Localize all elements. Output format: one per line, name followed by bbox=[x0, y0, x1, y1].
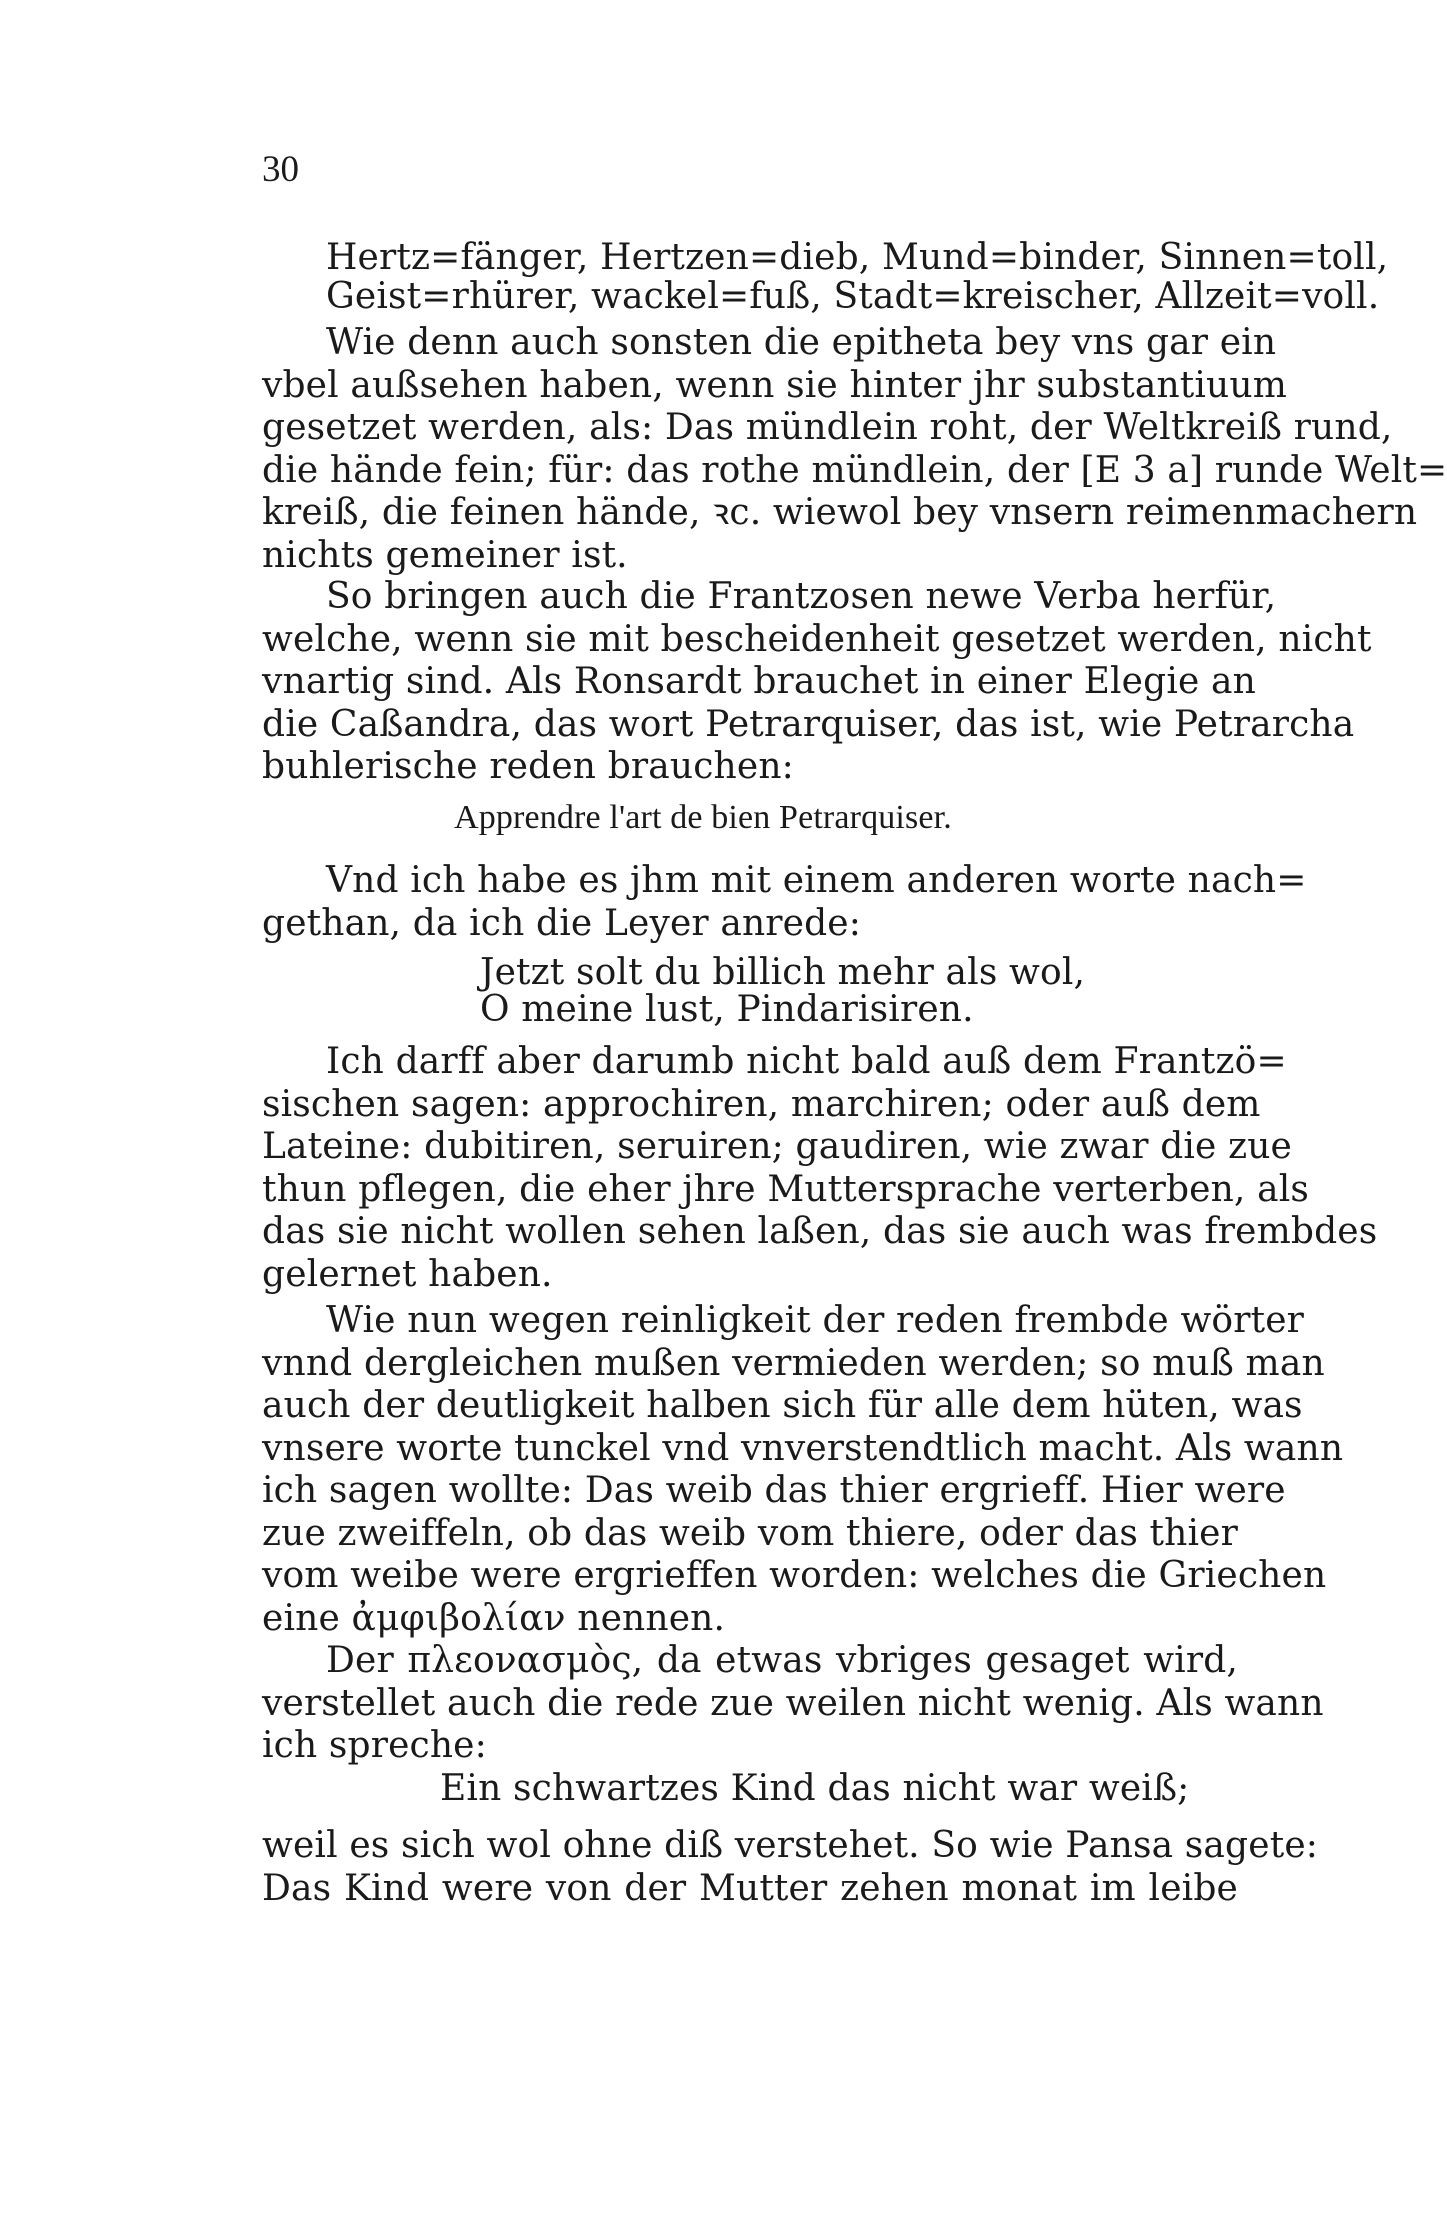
paragraph-6 bbox=[262, 1640, 1324, 1768]
text-line: Ein schwartzes Kind das nicht war weiß; bbox=[440, 1768, 1190, 1809]
text-line: vnsere worte tunckel vnd vnverstendtlich macht. Als wann bbox=[262, 1427, 1344, 1469]
text-line: auch der deutligkeit halben sich für alle dem hüten, was bbox=[262, 1385, 1303, 1426]
paragraph-4 bbox=[262, 1041, 1378, 1296]
verse-block-1 bbox=[262, 237, 1389, 318]
text-line: nichts gemeiner ist. bbox=[262, 534, 628, 576]
text-line: gelernet haben. bbox=[262, 1253, 553, 1295]
verse-block-3 bbox=[262, 1768, 1238, 1811]
text-line: Wie nun wegen reinligkeit der reden frembde wörter bbox=[326, 1300, 1305, 1341]
text-line: thun pflegen, die eher jhre Muttersprache verterben, als bbox=[262, 1168, 1310, 1210]
text-line: Lateine: dubitiren, seruiren; gaudiren, wie zwar die zue bbox=[262, 1126, 1293, 1167]
text-line: zue zweiffeln, ob das weib vom thiere, oder das thier bbox=[262, 1512, 1238, 1554]
text-line: vnnd dergleichen mußen vermieden werden; so muß man bbox=[262, 1342, 1325, 1384]
text-line: buhlerische reden brauchen: bbox=[262, 746, 794, 787]
text-line: Hertz=fänger, Hertzen=dieb, Mund=binder, Sinnen=toll, bbox=[326, 237, 1389, 278]
text-line: das sie nicht wollen sehen laßen, das sie auch was frembdes bbox=[262, 1211, 1378, 1252]
text-line: Der πλεονασμὸς, da etwas vbriges gesaget wird, bbox=[326, 1640, 1238, 1681]
page-number: 30 bbox=[262, 149, 299, 190]
paragraph-7 bbox=[262, 1825, 1319, 1910]
text-line: die hände fein; für: das rothe mündlein, der [E 3 a] runde Welt= bbox=[262, 449, 1447, 491]
text-line: welche, wenn sie mit bescheidenheit gesetzet werden, nicht bbox=[262, 618, 1372, 660]
text-line: ich sagen wollte: Das weib das thier ergrieff. Hier were bbox=[262, 1470, 1286, 1511]
text-line: sischen sagen: approchiren, marchiren; oder auß dem bbox=[262, 1083, 1261, 1125]
text-line: verstellet auch die rede zue weilen nicht wenig. Als wann bbox=[262, 1682, 1324, 1724]
text-line: Vnd ich habe es jhm mit einem anderen worte nach= bbox=[326, 860, 1307, 901]
text-line: gesetzet werden, als: Das mündlein roht, der Weltkreiß rund, bbox=[262, 407, 1393, 448]
text-line: weil es sich wol ohne diß verstehet. So wie Pansa sagete: bbox=[262, 1825, 1319, 1866]
text-line: Ich darff aber darumb nicht bald auß dem Frantzö= bbox=[326, 1041, 1287, 1082]
text-line: Jetzt solt du billich mehr als wol, bbox=[480, 952, 1086, 993]
text-line: Das Kind were von der Mutter zehen monat im leibe bbox=[262, 1867, 1238, 1909]
text-line: O meine lust, Pindarisiren. bbox=[480, 988, 974, 1030]
paragraph-2 bbox=[262, 576, 1372, 789]
text-line: vbel außsehen haben, wenn sie hinter jhr substantiuum bbox=[262, 364, 1288, 406]
text-line: die Caßandra, das wort Petrarquiser, das ist, wie Petrarcha bbox=[262, 703, 1355, 745]
text-line: gethan, da ich die Leyer anrede: bbox=[262, 902, 862, 944]
latin-quotation bbox=[262, 797, 1238, 840]
text-line: Apprendre l'art de bien Petrarquiser. bbox=[454, 799, 952, 836]
paragraph-5 bbox=[262, 1300, 1344, 1640]
text-line: kreiß, die feinen hände, ꝛc. wiewol bey vnsern reimenmachern bbox=[262, 492, 1418, 533]
verse-block-2 bbox=[262, 952, 1238, 1031]
text-line: vnartig sind. Als Ronsardt brauchet in einer Elegie an bbox=[262, 661, 1256, 702]
text-line: Geist=rhürer, wackel=fuß, Stadt=kreischer, Allzeit=voll. bbox=[326, 275, 1380, 317]
text-line: So bringen auch die Frantzosen newe Verba herfür, bbox=[326, 576, 1277, 617]
paragraph-3 bbox=[262, 860, 1307, 945]
text-line: ich spreche: bbox=[262, 1725, 487, 1766]
text-line: Wie denn auch sonsten die epitheta bey vns gar ein bbox=[326, 322, 1277, 363]
paragraph-1 bbox=[262, 322, 1447, 577]
text-line: vom weibe were ergrieffen worden: welches die Griechen bbox=[262, 1555, 1327, 1596]
text-line: eine ἀμφιβολίαν nennen. bbox=[262, 1597, 726, 1639]
